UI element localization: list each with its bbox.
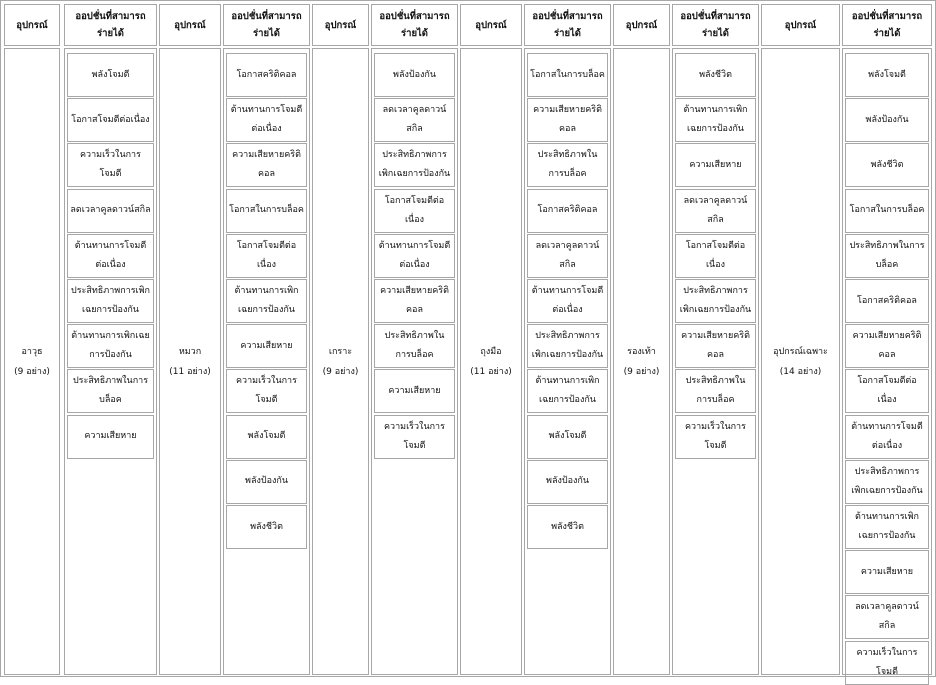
stat-option: ประสิทธิภาพการเพิกเฉยการป้องกัน [67,279,154,323]
stat-option: ต้านทานการโจมตีต่อเนื่อง [226,98,307,142]
stat-list [675,51,756,672]
stat-options-cell [524,48,611,675]
stat-option: โอกาสในการบล็อค [226,189,307,233]
stat-list [527,51,608,672]
stat-option: ประสิทธิภาพการเพิกเฉยการป้องกัน [527,324,608,368]
equipment-count: (14 อย่าง) [779,366,822,377]
stat-option: โอกาสโจมตีต่อเนื่อง [67,98,154,142]
stat-option: พลังชีวิต [226,505,307,549]
header-equipment: อุปกรณ์ [4,4,60,46]
stat-option: พลังชีวิต [845,143,929,187]
header-equipment: อุปกรณ์ [460,4,522,46]
stat-option: ต้านทานการเพิกเฉยการป้องกัน [67,324,154,368]
stat-option: พลังโจมตี [845,53,929,97]
stat-option: พลังป้องกัน [226,460,307,504]
header-equipment: อุปกรณ์ [761,4,840,46]
stat-option: ความเร็วในการโจมตี [226,369,307,413]
stat-option: พลังชีวิต [675,53,756,97]
stat-option: ต้านทานการเพิกเฉยการป้องกัน [527,369,608,413]
stat-option: ประสิทธิภาพในการบล็อค [374,324,455,368]
stat-options-cell [672,48,759,675]
equipment-cell [312,48,369,675]
stat-option: พลังป้องกัน [845,98,929,142]
equipment-name: รองเท้า [627,346,656,357]
stat-option: โอกาสในการบล็อค [527,53,608,97]
stat-option: ความเสียหาย [845,550,929,594]
header-equipment: อุปกรณ์ [613,4,670,46]
equipment-cell [761,48,840,675]
stat-option: ต้านทานการโจมตีต่อเนื่อง [374,234,455,278]
stat-option: ลดเวลาคูลดาวน์สกิล [845,595,929,639]
stat-option: ลดเวลาคูลดาวน์สกิล [527,234,608,278]
stat-options-cell [842,48,932,675]
equipment-count: (9 อย่าง) [14,366,50,377]
stat-option: ความเสียหายคริติคอล [675,324,756,368]
stat-option: พลังโจมตี [67,53,154,97]
stat-option: ประสิทธิภาพการเพิกเฉยการป้องกัน [374,143,455,187]
equipment-name: อุปกรณ์เฉพาะ [773,346,828,357]
stat-option: ความเสียหาย [675,143,756,187]
equipment-count: (9 อย่าง) [322,366,359,377]
stat-option: ต้านทานการโจมตีต่อเนื่อง [67,234,154,278]
stat-option: พลังชีวิต [527,505,608,549]
stat-option: ต้านทานการโจมตีต่อเนื่อง [845,415,929,459]
stat-option: พลังโจมตี [527,415,608,459]
header-stat-options: ออปชั่นที่สามารถ ร่ายได้ [672,4,759,46]
header-equipment: อุปกรณ์ [159,4,221,46]
stat-option: โอกาสคริติคอล [226,53,307,97]
header-stat-options: ออปชั่นที่สามารถ ร่ายได้ [842,4,932,46]
equipment-cell [4,48,60,675]
stat-option: ประสิทธิภาพในการบล็อค [675,369,756,413]
stat-option: โอกาสโจมตีต่อเนื่อง [675,234,756,278]
header-stat-options: ออปชั่นที่สามารถ ร่ายได้ [223,4,310,46]
stat-option: ลดเวลาคูลดาวน์สกิล [374,98,455,142]
stat-option: ลดเวลาคูลดาวน์สกิล [67,189,154,233]
equipment-name: ถุงมือ [480,346,502,357]
stat-option: ประสิทธิภาพการเพิกเฉยการป้องกัน [675,279,756,323]
stat-option: พลังป้องกัน [374,53,455,97]
stat-option: พลังป้องกัน [527,460,608,504]
stat-option: ความเร็วในการโจมตี [845,641,929,685]
equipment-name: อาวุธ [21,346,43,357]
equipment-count: (9 อย่าง) [623,366,660,377]
stat-option: ความเสียหายคริติคอล [374,279,455,323]
stat-option: โอกาสโจมตีต่อเนื่อง [226,234,307,278]
equipment-cell [159,48,221,675]
equipment-cell [613,48,670,675]
stat-option: ต้านทานการเพิกเฉยการป้องกัน [845,505,929,549]
stat-list [226,51,307,672]
equipment-count: (11 อย่าง) [169,366,211,377]
stat-option: ประสิทธิภาพในการบล็อค [527,143,608,187]
stat-option: ประสิทธิภาพการเพิกเฉยการป้องกัน [845,460,929,504]
stat-options-cell [223,48,310,675]
stat-option: ความเสียหายคริติคอล [226,143,307,187]
stat-option: พลังโจมตี [226,415,307,459]
stat-option: ความเสียหาย [67,415,154,459]
stat-option: ประสิทธิภาพในการบล็อค [67,369,154,413]
equipment-name: หมวก [178,346,202,357]
stat-options-cell [371,48,458,675]
stat-option: ต้านทานการเพิกเฉยการป้องกัน [675,98,756,142]
stat-option: โอกาสโจมตีต่อเนื่อง [374,189,455,233]
stat-list [374,51,455,672]
stat-option: ความเสียหาย [226,324,307,368]
stat-option: ความเร็วในการโจมตี [374,415,455,459]
stat-option: ความเร็วในการโจมตี [675,415,756,459]
stat-list [67,51,154,672]
stat-option: โอกาสคริติคอล [845,279,929,323]
stat-option: ต้านทานการโจมตีต่อเนื่อง [527,279,608,323]
stat-option: ความเสียหายคริติคอล [527,98,608,142]
stat-option: ต้านทานการเพิกเฉยการป้องกัน [226,279,307,323]
stat-options-cell [64,48,157,675]
header-stat-options: ออปชั่นที่สามารถ ร่ายได้ [64,4,157,46]
stat-option: โอกาสในการบล็อค [845,189,929,233]
stat-option: ความเสียหายคริติคอล [845,324,929,368]
header-stat-options: ออปชั่นที่สามารถ ร่ายได้ [371,4,458,46]
stat-option: ประสิทธิภาพในการบล็อค [845,234,929,278]
stat-option: ความเร็วในการโจมตี [67,143,154,187]
stat-option: ลดเวลาคูลดาวน์สกิล [675,189,756,233]
stat-option: โอกาสโจมตีต่อเนื่อง [845,369,929,413]
stat-option: โอกาสคริติคอล [527,189,608,233]
stat-list [845,51,929,677]
equipment-cell [460,48,522,675]
equipment-count: (11 อย่าง) [470,366,512,377]
header-equipment: อุปกรณ์ [312,4,369,46]
equipment-name: เกราะ [328,346,353,357]
stat-option: ความเสียหาย [374,369,455,413]
header-stat-options: ออปชั่นที่สามารถ ร่ายได้ [524,4,611,46]
